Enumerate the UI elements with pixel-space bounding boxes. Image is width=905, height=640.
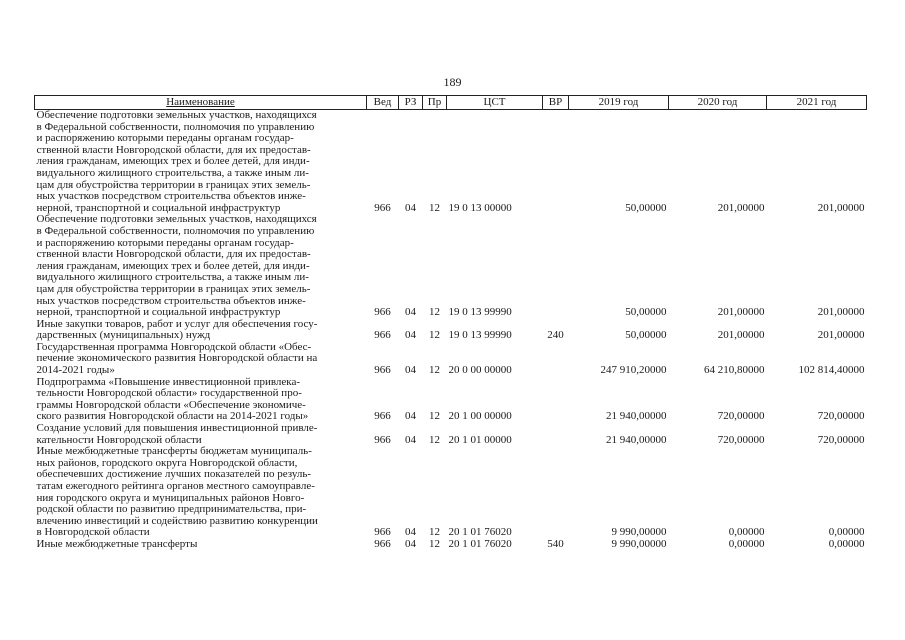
cell-name — [35, 377, 367, 423]
cell-cst: 20 1 01 76020 — [448, 526, 512, 539]
cell-2020: 0,00000 — [728, 526, 765, 539]
header-pr: Пр — [423, 96, 447, 110]
cell-name — [35, 423, 367, 446]
cell-rz: 04 — [405, 410, 416, 423]
table-body — [35, 110, 867, 551]
cell-vr — [543, 110, 569, 215]
header-rz: РЗ — [399, 96, 423, 110]
table-row — [35, 319, 867, 342]
name-line: ных участков посредством строительства объектов инже- — [36, 294, 306, 307]
cell-ved: 966 — [374, 306, 391, 319]
cell-2021: 102 814,40000 — [798, 364, 865, 377]
header-vr: ВР — [543, 96, 569, 110]
name-line: нерной, транспортной и социальной инфраструктур — [36, 201, 281, 214]
name-line: Обеспечение подготовки земельных участков, находящихся — [36, 109, 317, 121]
table-header — [35, 96, 867, 110]
cell-cst: 20 0 00 00000 — [448, 364, 512, 377]
name-line: граммы Новгородской области «Обеспечение экономиче- — [36, 398, 306, 411]
cell-rz: 04 — [405, 306, 416, 319]
table-row — [35, 342, 867, 377]
cell-cst: 19 0 13 99990 — [448, 329, 512, 342]
name-line: ния городского округа и муниципальных районов Новго- — [36, 491, 305, 504]
name-line: видуального жилищного строительства, а также иным ли- — [36, 166, 309, 179]
name-line: ных участков посредством строительства объектов инже- — [36, 190, 306, 203]
cell-2019: 50,00000 — [625, 306, 667, 319]
cell-rz: 04 — [405, 433, 416, 446]
name-line: родской области по развитию предпринимательства, при- — [36, 503, 307, 516]
cell-2019: 9 990,00000 — [611, 526, 667, 539]
cell-2020: 720,00000 — [717, 410, 765, 423]
name-line: видуального жилищного строительства, а также иным ли- — [36, 271, 309, 284]
name-line: татам ежегодного рейтинга органов местного самоуправле- — [36, 480, 315, 492]
cell-2021: 0,00000 — [828, 537, 865, 550]
name-line: Иные межбюджетные трансферты — [36, 537, 198, 550]
cell-vr — [543, 446, 569, 539]
header-name: Наименование — [35, 96, 367, 110]
cell-ved: 966 — [374, 433, 391, 446]
cell-name — [35, 539, 367, 551]
cell-vr — [543, 214, 569, 318]
name-line: Создание условий для повышения инвестиционной привле- — [36, 422, 318, 435]
name-line: Иные межбюджетные трансферты бюджетам муниципаль- — [36, 445, 312, 458]
cell-pr: 12 — [429, 537, 440, 550]
name-line: 2014-2021 годы» — [36, 364, 115, 377]
cell-2020: 201,00000 — [717, 329, 765, 342]
name-line: ского развития Новгородской области на 2014-2021 годы» — [36, 410, 309, 423]
table-row — [35, 214, 867, 318]
cell-rz: 04 — [405, 364, 416, 377]
cell-pr: 12 — [429, 364, 440, 377]
name-line: в Федеральной собственности, полномочия по управлению — [36, 224, 315, 237]
name-line: печение экономического развития Новгородской области на — [36, 352, 318, 365]
cell-pr: 12 — [429, 526, 440, 539]
cell-2021: 201,00000 — [817, 306, 865, 319]
cell-rz: 04 — [405, 537, 416, 550]
cell-rz: 04 — [405, 329, 416, 342]
cell-2021: 201,00000 — [817, 201, 865, 214]
cell-2021: 720,00000 — [817, 433, 865, 446]
cell-2020: 0,00000 — [728, 537, 765, 550]
budget-table — [34, 95, 867, 551]
cell-vr: 240 — [547, 329, 564, 342]
cell-vr: 540 — [547, 537, 564, 550]
name-line: ления гражданам, имеющих трех и более детей, для инди- — [36, 259, 310, 272]
table-row — [35, 539, 867, 551]
cell-2021: 201,00000 — [817, 329, 865, 342]
table-row — [35, 446, 867, 539]
name-line: тельности Новгородской области» государственной про- — [36, 387, 302, 400]
cell-ved: 966 — [374, 201, 391, 214]
name-line: цам для обустройства территории в границах этих земель- — [36, 178, 311, 191]
table-row — [35, 110, 867, 215]
name-line: нерной, транспортной и социальной инфраструктур — [36, 306, 281, 319]
cell-rz: 04 — [405, 526, 416, 539]
cell-vr — [543, 342, 569, 377]
cell-2019: 21 940,00000 — [606, 410, 667, 423]
name-line: Обеспечение подготовки земельных участков, находящихся — [36, 213, 317, 226]
cell-2019: 50,00000 — [625, 329, 667, 342]
cell-cst: 20 1 01 76020 — [448, 537, 512, 550]
header-cst: ЦСТ — [447, 96, 543, 110]
cell-cst: 19 0 13 99990 — [448, 306, 512, 319]
cell-pr: 12 — [429, 329, 440, 342]
name-line: Государственная программа Новгородской области «Обес- — [36, 340, 312, 353]
cell-2019: 21 940,00000 — [606, 433, 667, 446]
cell-2021: 720,00000 — [817, 410, 865, 423]
cell-name — [35, 319, 367, 342]
header-2019: 2019 год — [569, 96, 669, 110]
name-line: и распоряжению которыми переданы органам государ- — [36, 236, 294, 249]
name-line: и распоряжению которыми переданы органам государ- — [36, 132, 294, 145]
name-line: ственной власти Новгородской области, для их предостав- — [36, 248, 311, 261]
cell-2019: 50,00000 — [625, 201, 667, 214]
name-line: ственной власти Новгородской области, для их предостав- — [36, 143, 311, 156]
cell-2019: 247 910,20000 — [600, 364, 667, 377]
name-line: в Новгородской области — [36, 526, 150, 539]
cell-2020: 64 210,80000 — [704, 364, 765, 377]
cell-2020: 720,00000 — [717, 433, 765, 446]
header-2020: 2020 год — [669, 96, 767, 110]
name-line: ления гражданам, имеющих трех и более детей, для инди- — [36, 155, 310, 168]
cell-vr — [543, 423, 569, 446]
page-number: 189 — [443, 75, 462, 89]
cell-name — [35, 446, 367, 539]
cell-pr: 12 — [429, 306, 440, 319]
cell-pr: 12 — [429, 201, 440, 214]
name-line: цам для обустройства территории в границах этих земель- — [36, 282, 311, 295]
name-line: дарственных (муниципальных) нужд — [36, 329, 211, 342]
cell-ved: 966 — [374, 526, 391, 539]
name-line: Подпрограмма «Повышение инвестиционной привлека- — [36, 375, 301, 388]
cell-name — [35, 214, 367, 318]
name-line: ных районов, городского округа Новгородской области, — [36, 456, 298, 469]
cell-2020: 201,00000 — [717, 306, 765, 319]
name-line: влечению инвестиций и содействию развитию конкуренции — [36, 514, 318, 527]
cell-cst: 20 1 01 00000 — [448, 433, 512, 446]
table-row — [35, 423, 867, 446]
name-line: в Федеральной собственности, полномочия по управлению — [36, 120, 315, 133]
cell-cst: 19 0 13 00000 — [448, 201, 512, 214]
cell-name — [35, 110, 367, 215]
cell-2019: 9 990,00000 — [611, 537, 667, 550]
cell-pr: 12 — [429, 433, 440, 446]
cell-2021: 0,00000 — [828, 526, 865, 539]
name-line: кательности Новгородской области — [36, 433, 202, 446]
name-line: обеспечевших достижение лучших показателей по резуль- — [36, 468, 312, 481]
cell-ved: 966 — [374, 410, 391, 423]
header-ved: Вед — [367, 96, 399, 110]
cell-vr — [543, 377, 569, 423]
cell-ved: 966 — [374, 537, 391, 550]
table-row — [35, 377, 867, 423]
cell-name — [35, 342, 367, 377]
cell-pr: 12 — [429, 410, 440, 423]
cell-ved: 966 — [374, 329, 391, 342]
cell-rz: 04 — [405, 201, 416, 214]
header-2021: 2021 год — [767, 96, 867, 110]
header-row — [35, 96, 867, 110]
cell-ved: 966 — [374, 364, 391, 377]
cell-cst: 20 1 00 00000 — [448, 410, 512, 423]
cell-2020: 201,00000 — [717, 201, 765, 214]
name-line: Иные закупки товаров, работ и услуг для обеспечения госу- — [36, 317, 318, 330]
